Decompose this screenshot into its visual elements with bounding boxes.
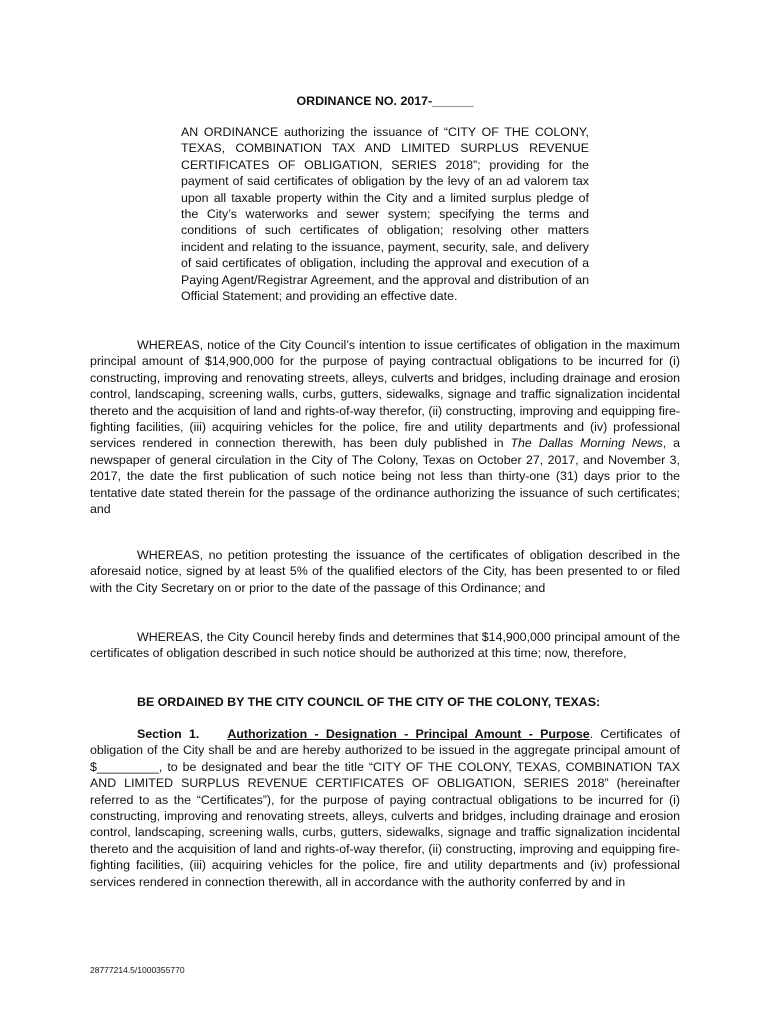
section-1-text: . Certificates of obligation of the City shall be and are hereby authorized to be issued in the aggregate principal amount of $_________, to be designated and bear the title “CITY OF THE COLONY, TEXAS, COMBINATION TAX AND LIMITED SURPLUS REVENUE CERTIFICATES OF OBLIGATION, SERIES 2018” (hereinafter referred to as the “Certificates”), for the purpose of paying contractual obligations to be incurred for (i) constructing, improving and renovating streets, alleys, culverts and bridges, including drainage and erosion control, landscaping, screening walls, curbs, gutters, sidewalks, signage and traffic signalization incidental thereto and the acquisition of land and rights-of-way therefor, (ii) constructing, improving and equipping fire-fighting facilities, (iii) acquiring vehicles for the police, fire and utility departments and (iv) professional services rendered in connection therewith, all in accordance with the authority conferred by and in	[90, 727, 681, 889]
ordinance-caption: AN ORDINANCE authorizing the issuance of “CITY OF THE COLONY, TEXAS, COMBINATION TAX AND LIMITED SURPLUS REVENUE CERTIFICATES OF OBLIGATION, SERIES 2018”; providing for the payment of said certificates of obligation by the levy of an ad valorem tax upon all taxable property within the City and a limited surplus pledge of the City’s waterworks and sewer system; specifying the terms and conditions of such certificates of obligation; resolving other matters incident and relating to the issuance, payment, security, sale, and delivery of said certificates of obligation, including the approval and execution of a Paying Agent/Registrar Agreement, and the approval and distribution of an Official Statement; and providing an effective date.	[181, 125, 589, 304]
ordained-clause: BE ORDAINED BY THE CITY COUNCIL OF THE CITY OF THE COLONY, TEXAS:	[137, 695, 601, 709]
section-1-paragraph	[90, 726, 680, 890]
ordinance-title: ORDINANCE NO. 2017-______	[296, 94, 474, 108]
whereas-1-text-b: , a newspaper of general circulation in the City of The Colony, Texas on October 27, 2017, and November 3, 2017, the date the first publication of such notice being not less than thirty-one (31) days prior to the tentative date stated therein for the passage of the ordinance authorizing the issuance of such certificates; and	[90, 436, 680, 517]
document-footer-id: 28777214.5/1000355770	[90, 965, 185, 975]
section-1-label: Section 1.	[137, 727, 200, 741]
whereas-paragraph-3: WHEREAS, the City Council hereby finds and determines that $14,900,000 principal amount of the certificates of obligation described in such notice should be authorized at this time; now, therefore,	[90, 630, 680, 661]
newspaper-name: The Dallas Morning News	[510, 436, 663, 451]
section-1-heading: Authorization - Designation - Principal Amount - Purpose	[227, 727, 590, 741]
whereas-paragraph-1	[90, 337, 680, 517]
whereas-1-text-a: WHEREAS, notice of the City Council’s intention to issue certificates of obligation in the maximum principal amount of $14,900,000 for the purpose of paying contractual obligations to be incurred for (i) constructing, improving and renovating streets, alleys, culverts and bridges, including drainage and erosion control, landscaping, screening walls, curbs, gutters, sidewalks, signage and traffic signalization incidental thereto and the acquisition of land and rights-of-way therefor, (ii) constructing, improving and equipping fire-fighting facilities, (iii) acquiring vehicles for the police, fire and utility departments and (iv) professional services rendered in connection therewith, has been duly published in	[90, 338, 680, 451]
whereas-paragraph-2: WHEREAS, no petition protesting the issuance of the certificates of obligation described in the aforesaid notice, signed by at least 5% of the qualified electors of the City, has been presented to or filed with the City Secretary on or prior to the date of the passage of this Ordinance; and	[90, 548, 680, 595]
